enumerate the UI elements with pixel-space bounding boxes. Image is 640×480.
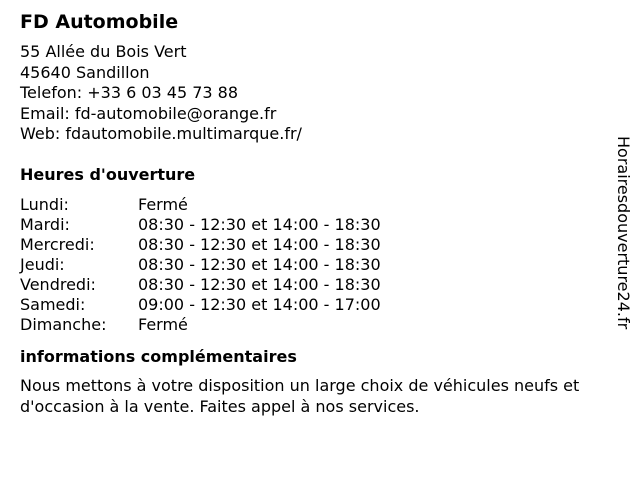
day-hours: 08:30 - 12:30 et 14:00 - 18:30 — [138, 234, 381, 254]
info-heading: informations complémentaires — [20, 346, 297, 366]
street-address: 55 Allée du Bois Vert — [20, 42, 187, 61]
hours-row-vendredi — [20, 275, 620, 295]
hours-row-lundi — [20, 195, 620, 215]
day-label: Jeudi: — [20, 254, 65, 274]
day-hours: 09:00 - 12:30 et 14:00 - 17:00 — [138, 294, 381, 314]
business-card — [20, 8, 620, 417]
day-hours: 08:30 - 12:30 et 14:00 - 18:30 — [138, 254, 381, 274]
day-hours: Fermé — [138, 314, 188, 334]
hours-row-jeudi — [20, 255, 620, 275]
day-label: Dimanche: — [20, 314, 107, 334]
hours-row-mardi — [20, 215, 620, 235]
day-label: Vendredi: — [20, 274, 96, 294]
info-description: Nous mettons à votre disposition un large choix de véhicules neufs et d'occasion à la vente. Faites appel à nos services. — [20, 375, 580, 416]
day-hours: 08:30 - 12:30 et 14:00 - 18:30 — [138, 274, 381, 294]
day-label: Mercredi: — [20, 234, 95, 254]
hours-row-samedi — [20, 295, 620, 315]
phone-line: Telefon: +33 6 03 45 73 88 — [20, 83, 239, 102]
day-label: Mardi: — [20, 214, 70, 234]
business-name: FD Automobile — [20, 11, 179, 33]
contact-block — [20, 42, 620, 145]
day-hours: 08:30 - 12:30 et 14:00 - 18:30 — [138, 214, 381, 234]
web-line: Web: fdautomobile.multimarque.fr/ — [20, 124, 302, 143]
hours-table — [20, 195, 620, 335]
hours-row-dimanche — [20, 315, 620, 335]
site-watermark: Horairesdouverture24.fr — [614, 136, 633, 330]
day-label: Lundi: — [20, 194, 69, 214]
hours-row-mercredi — [20, 235, 620, 255]
hours-heading: Heures d'ouverture — [20, 164, 196, 184]
day-hours: Fermé — [138, 194, 188, 214]
email-line: Email: fd-automobile@orange.fr — [20, 103, 277, 123]
day-label: Samedi: — [20, 294, 86, 314]
city-postcode: 45640 Sandillon — [20, 62, 150, 82]
